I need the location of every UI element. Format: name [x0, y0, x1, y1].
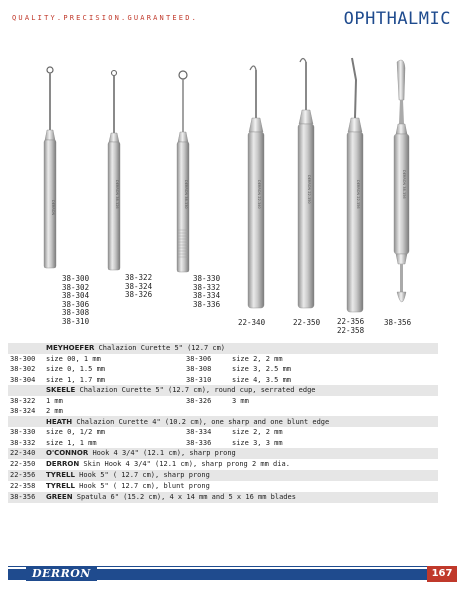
table-row [8, 343, 438, 354]
product-desc: Hook 5" ( 12.7 cm), sharp prong [74, 471, 210, 480]
meyhoefer-curette-image [44, 67, 56, 268]
catalog-code: 22-350 [10, 460, 36, 469]
catalog-code: 38-300 [10, 355, 36, 363]
green-spatula-image [394, 60, 409, 302]
tyrell-hook-image [347, 58, 363, 312]
svg-text:DERRON 22-340: DERRON 22-340 [257, 180, 261, 209]
svg-text:DERRON 22-350: DERRON 22-350 [307, 175, 311, 204]
svg-text:DERRON 22-356: DERRON 22-356 [356, 180, 360, 209]
product-name: SKEELE [46, 386, 76, 395]
product-name: MEYHOEFER [46, 344, 95, 353]
label-tyrell-codes: 22-356 22-358 [337, 317, 365, 335]
label-skeele-codes: 38-322 38-324 38-326 [125, 273, 153, 300]
table-row [8, 481, 438, 492]
catalog-code: 38-326 [186, 396, 212, 405]
catalog-code: 38-334 [186, 428, 212, 437]
label-heath-codes: 38-330 38-332 38-334 38-336 [193, 274, 221, 309]
size-cell: size 4, 3.5 mm [232, 375, 292, 384]
catalog-code: 38-306 [186, 355, 212, 363]
size-cell: size 0, 1.5 mm [46, 365, 106, 374]
catalog-code: 38-330 [10, 428, 36, 437]
tagline: QUALITY.PRECISION.GUARANTEED. [12, 14, 199, 22]
size-cell: size 00, 1 mm [46, 355, 101, 363]
label-meyhoefer-codes: 38-300 38-302 38-304 38-306 38-308 38-310 [62, 274, 90, 326]
table-row [8, 416, 438, 427]
catalog-code: 38-302 [10, 365, 36, 374]
size-cell: 1 mm [46, 396, 63, 405]
product-desc: Skin Hook 4 3/4" (12.1 cm), sharp prong 2 mm dia. [79, 460, 290, 469]
spec-table [8, 343, 438, 503]
product-name: HEATH [46, 417, 73, 426]
brand-logo: DERRON [26, 566, 97, 581]
table-row [8, 492, 438, 503]
catalog-code: 22-358 [10, 482, 36, 491]
size-cell: size 3, 2.5 mm [232, 365, 292, 374]
svg-text:DERRON 38-356: DERRON 38-356 [402, 170, 406, 199]
catalog-code: 38-308 [186, 365, 212, 374]
table-row [8, 396, 438, 406]
product-name: TYRELL [46, 471, 75, 480]
product-name: TYRELL [46, 482, 75, 491]
table-row [8, 470, 438, 481]
catalog-code: 22-356 [8, 470, 44, 481]
skeele-curette-image [108, 71, 120, 271]
table-row [8, 438, 438, 448]
table-row [8, 375, 438, 385]
svg-text:DERRON: DERRON [51, 200, 55, 216]
page-number: 167 [427, 566, 457, 582]
product-desc: Hook 5" ( 12.7 cm), blunt prong [74, 482, 210, 491]
catalog-code: 38-304 [10, 375, 36, 384]
catalog-code: 38-322 [10, 396, 36, 405]
product-desc: Chalazion Curette 5" (12.7 cm) [94, 344, 226, 353]
product-name: DERRON [46, 460, 80, 469]
size-cell: size 0, 1/2 mm [46, 428, 106, 437]
size-cell: size 1, 1.7 mm [46, 375, 106, 384]
table-row [8, 385, 438, 396]
table-row [8, 354, 438, 364]
product-desc: Spatula 6" (15.2 cm), 4 x 14 mm and 5 x 16 mm blades [72, 493, 296, 502]
size-cell: 3 mm [232, 396, 249, 405]
product-desc: Chalazion Curette 4" (10.2 cm), one sharp and one blunt edge [72, 417, 330, 426]
table-row [8, 459, 438, 470]
product-desc: Chalazion Curette 5" (12.7 cm), round cup, serrated edge [75, 386, 316, 395]
catalog-code: 38-310 [186, 375, 212, 384]
svg-text:DERRON 38-330: DERRON 38-330 [184, 180, 188, 209]
catalog-code: 22-340 [8, 448, 44, 459]
label-spatula-code: 38-356 [384, 318, 412, 327]
section-title: OPHTHALMIC [343, 9, 451, 29]
oconnor-hook-image [248, 66, 264, 308]
table-row [8, 406, 438, 416]
label-oconnor-code: 22-340 [238, 318, 266, 327]
catalog-code: 38-356 [8, 492, 44, 503]
catalog-code: 38-336 [186, 438, 212, 447]
catalog-code: 38-332 [10, 438, 36, 447]
size-cell: size 1, 1 mm [46, 438, 97, 447]
table-row [8, 448, 438, 459]
catalog-code: 38-324 [10, 407, 36, 416]
table-row [8, 427, 438, 437]
svg-text:DERRON 38-326: DERRON 38-326 [115, 180, 119, 209]
size-cell: size 2, 2 mm [232, 428, 283, 437]
product-name: GREEN [46, 493, 73, 502]
size-cell: size 2, 2 mm [232, 355, 283, 363]
label-skin-hook-code: 22-350 [293, 318, 321, 327]
table-row [8, 364, 438, 374]
product-desc: Hook 4 3/4" (12.1 cm), sharp prong [88, 449, 236, 458]
size-cell: size 3, 3 mm [232, 438, 283, 447]
heath-curette-image [177, 71, 189, 272]
skin-hook-image [298, 59, 314, 309]
product-name: O'CONNOR [46, 449, 89, 458]
size-cell: 2 mm [46, 407, 63, 416]
